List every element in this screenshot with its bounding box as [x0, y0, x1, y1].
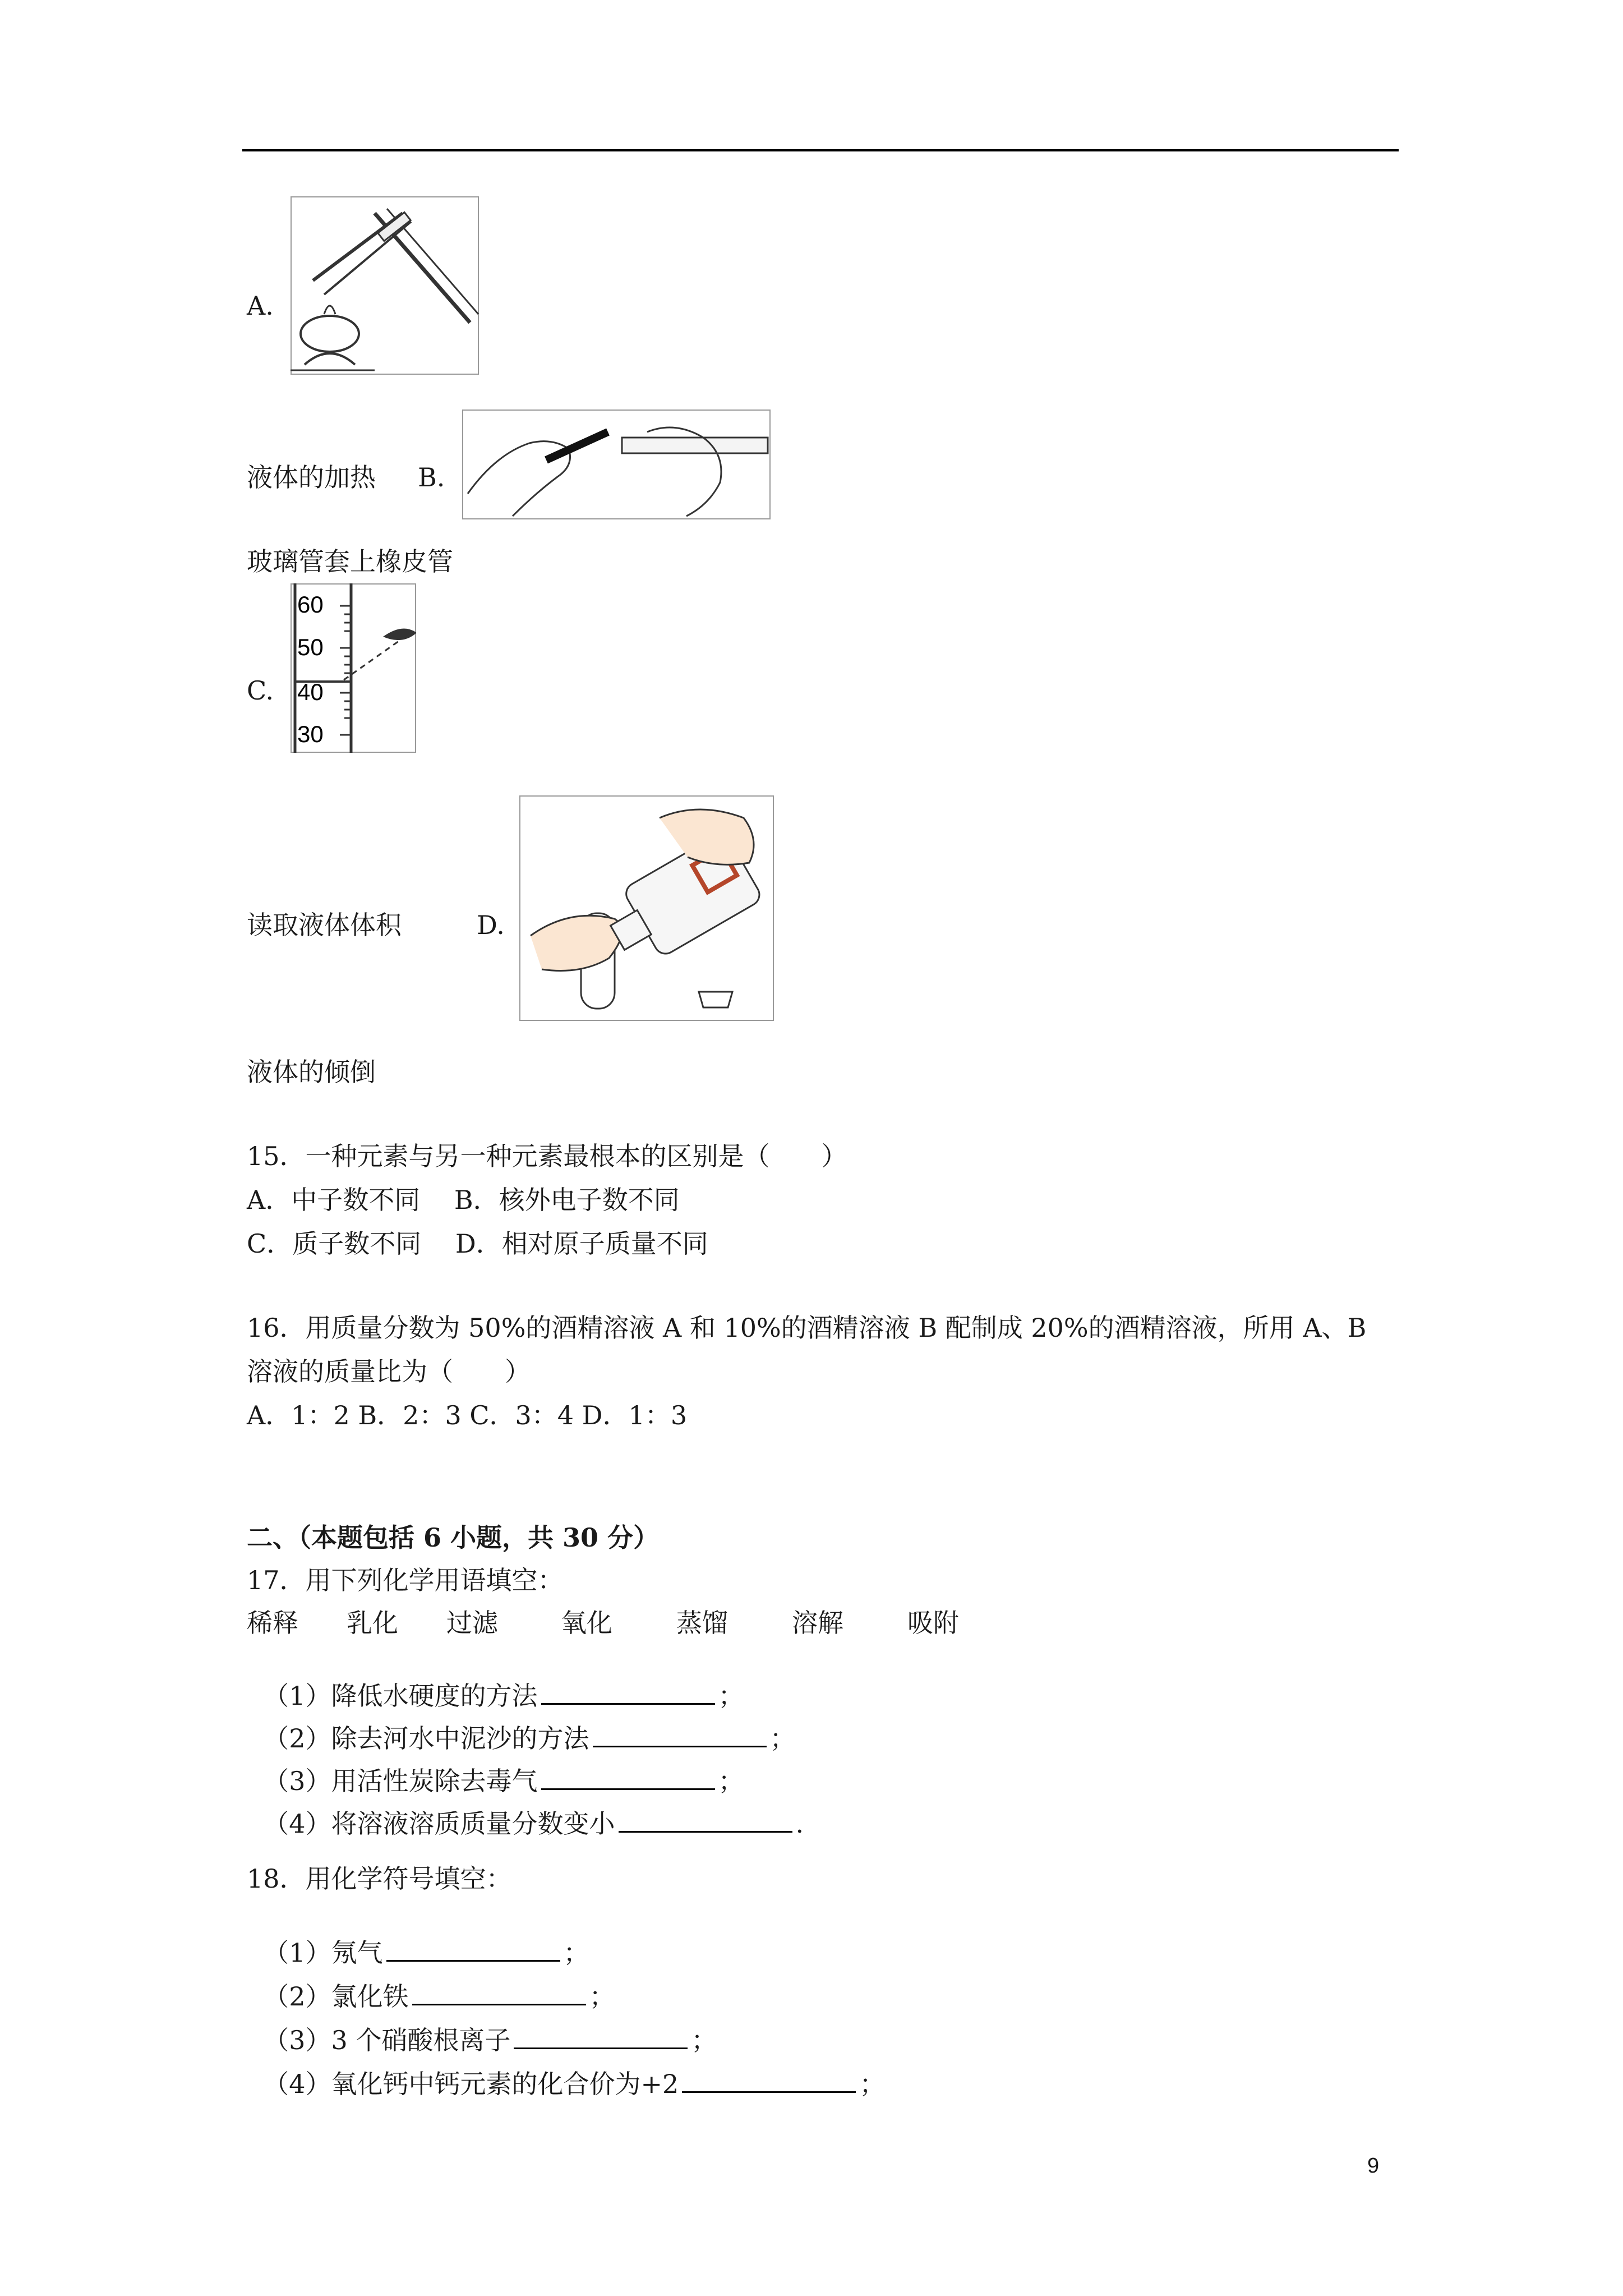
section-heading: 二、（本题包括 6 小题，共 30 分）: [247, 1522, 660, 1553]
q18-item-2-end: ；: [589, 1981, 615, 2012]
q15-options-line1: A．中子数不同 B．核外电子数不同: [247, 1185, 680, 1215]
answer-blank[interactable]: [682, 2067, 856, 2093]
q16-stem-line1: 16．用质量分数为 50%的酒精溶液 A 和 10%的酒精溶液 B 配制成 20%的酒精溶液，所用 A、B: [247, 1313, 1367, 1343]
q17-item-4: [247, 1780, 804, 1837]
scale-tick-40: 40: [297, 679, 324, 705]
scale-tick-50: 50: [297, 634, 324, 660]
q17-term-7: 吸附: [907, 1608, 959, 1638]
scale-tick-30: 30: [297, 721, 324, 747]
q17-item-1-end: ；: [718, 1681, 744, 1711]
q18-item-1-end: ；: [563, 1938, 589, 1968]
q16-options: A．1：2 B．2：3 C．3：4 D．1：3: [247, 1400, 688, 1430]
q17-term-2: 乳化: [347, 1608, 398, 1638]
liquid-pouring-figure: [519, 795, 774, 1021]
option-c-letter: C.: [247, 675, 274, 706]
q18-item-1-text: （1）氖气: [263, 1938, 383, 1968]
read-liquid-volume-figure: [291, 583, 416, 753]
option-c-caption: 读取液体体积: [247, 910, 402, 940]
option-a-caption: 液体的加热: [247, 462, 376, 493]
q17-item-4-text: （4）将溶液溶质质量分数变小: [263, 1809, 615, 1839]
scale-tick-60: 60: [297, 591, 324, 618]
q17-term-3: 过滤: [446, 1608, 498, 1638]
q17-stem: 17．用下列化学用语填空：: [247, 1565, 564, 1595]
q18-item-4: [247, 2041, 885, 2097]
q17-term-5: 蒸馏: [676, 1608, 728, 1638]
q15-options-line2: C．质子数不同 D．相对原子质量不同: [247, 1228, 708, 1259]
option-a-letter: A.: [247, 291, 274, 321]
q16-stem-line2: 溶液的质量比为（ ）: [247, 1356, 531, 1387]
q17-term-4: 氧化: [561, 1608, 612, 1638]
q17-item-3-end: ；: [718, 1766, 744, 1796]
option-b-letter: B.: [418, 462, 445, 493]
header-rule: [242, 149, 1399, 151]
q17-item-2-end: ；: [769, 1723, 796, 1754]
q15-stem: 15．一种元素与另一种元素最根本的区别是（ ）: [247, 1141, 847, 1171]
liquid-heating-figure: [291, 196, 479, 375]
q18-item-4-text: （4）氧化钙中钙元素的化合价为+2: [263, 2069, 679, 2099]
page-number: 9: [1367, 2154, 1380, 2178]
q18-item-2-text: （2）氯化铁: [263, 1981, 409, 2012]
option-d-caption: 液体的倾倒: [247, 1057, 376, 1087]
q17-item-4-end: .: [795, 1809, 804, 1839]
q18-item-4-end: ；: [859, 2069, 886, 2099]
option-b-caption: 玻璃管套上橡皮管: [247, 546, 453, 577]
option-d-letter: D.: [477, 910, 505, 940]
q17-item-3-text: （3）用活性炭除去毒气: [263, 1766, 538, 1796]
answer-blank[interactable]: [619, 1806, 792, 1833]
glass-tube-rubber-hose-figure: [462, 409, 771, 519]
q17-term-6: 溶解: [792, 1608, 843, 1638]
q18-item-3-text: （3）3 个硝酸根离子: [263, 2025, 511, 2055]
q18-item-3-end: ；: [691, 2025, 717, 2055]
q17-term-1: 稀释: [247, 1608, 298, 1638]
q18-stem: 18．用化学符号填空：: [247, 1864, 512, 1894]
q17-item-2-text: （2）除去河水中泥沙的方法: [263, 1723, 589, 1754]
q17-item-1-text: （1）降低水硬度的方法: [263, 1681, 538, 1711]
